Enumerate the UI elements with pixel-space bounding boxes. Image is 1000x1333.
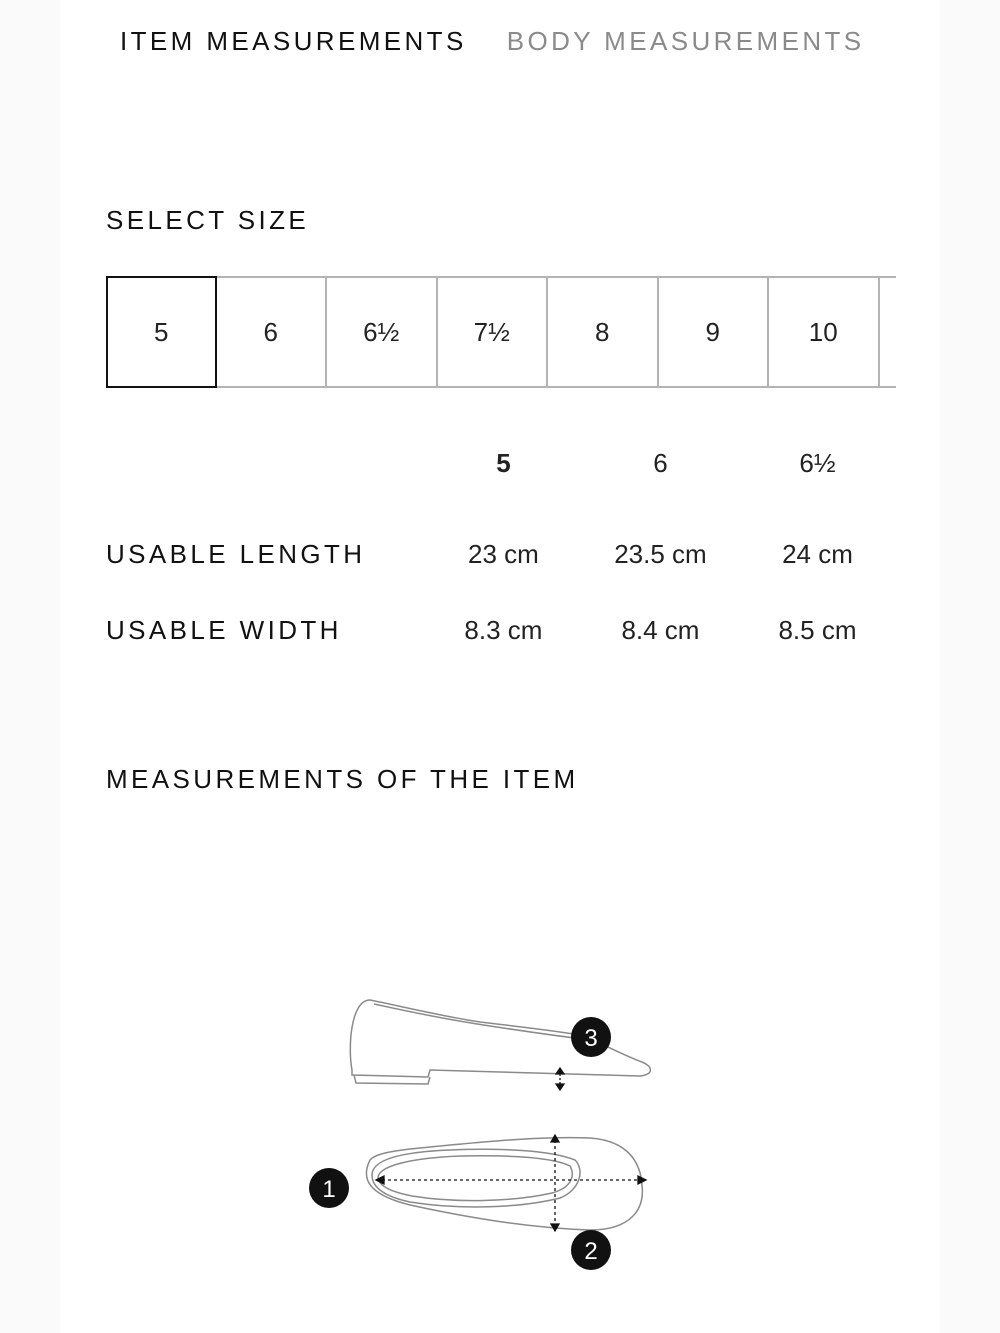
row-label: USABLE LENGTH [106, 538, 366, 569]
shoe-top-view [366, 1138, 642, 1230]
measurements-table [106, 440, 896, 668]
tab-item-measurements[interactable]: ITEM MEASUREMENTS [120, 26, 467, 56]
size-option-7-half[interactable]: 7½ [438, 276, 549, 388]
width-arrow [551, 1135, 559, 1231]
marker-1-label: 1 [322, 1176, 336, 1203]
size-option-8[interactable]: 8 [548, 276, 659, 388]
measurement-tabs [120, 26, 865, 57]
size-selector [106, 276, 896, 388]
measurement-value: 23.5 cm [614, 538, 707, 569]
column-header-size: 6 [653, 447, 668, 478]
table-row-usable-width [106, 592, 896, 668]
marker-3-label: 3 [584, 1025, 598, 1052]
column-header-size: 6½ [799, 447, 836, 478]
marker-3-badge [571, 1017, 611, 1057]
table-row-usable-length [106, 516, 896, 592]
marker-1-badge [309, 1168, 349, 1208]
table-header-row [106, 440, 896, 486]
size-option-9[interactable]: 9 [659, 276, 770, 388]
size-option-5[interactable]: 5 [106, 276, 217, 388]
size-option-10[interactable]: 10 [769, 276, 880, 388]
row-label: USABLE WIDTH [106, 614, 342, 645]
marker-2-badge [571, 1230, 611, 1270]
measurement-value: 8.4 cm [621, 614, 700, 645]
size-option-6[interactable]: 6 [217, 276, 328, 388]
size-option-overflow[interactable] [880, 276, 897, 388]
size-option-6-half[interactable]: 6½ [327, 276, 438, 388]
height-arrow [556, 1068, 564, 1090]
measurement-value: 8.5 cm [778, 614, 857, 645]
marker-2-label: 2 [584, 1238, 598, 1265]
item-measurements-title: MEASUREMENTS OF THE ITEM [106, 764, 579, 794]
tab-body-measurements[interactable]: BODY MEASUREMENTS [506, 26, 865, 56]
measurement-value: 8.3 cm [464, 614, 543, 645]
length-arrow [376, 1176, 646, 1184]
select-size-title: SELECT SIZE [106, 205, 310, 235]
shoe-measurement-diagram [290, 980, 690, 1280]
measurement-value: 24 cm [782, 538, 853, 569]
measurement-value: 23 cm [468, 538, 539, 569]
column-header-size: 5 [496, 447, 511, 478]
